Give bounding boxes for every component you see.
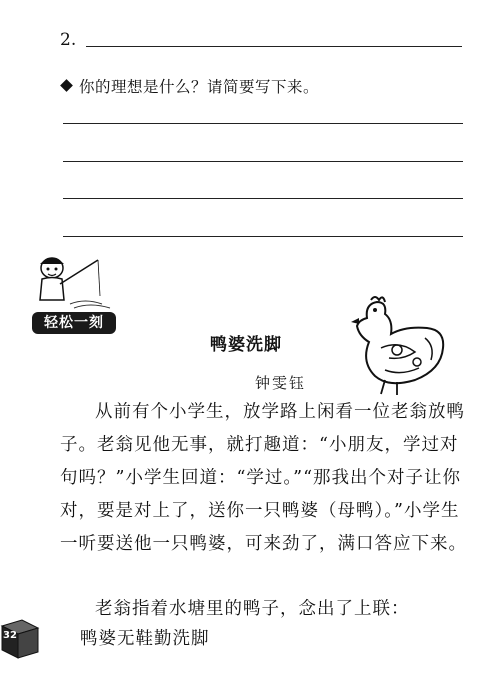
question-prompt bbox=[62, 75, 319, 97]
answer-line bbox=[63, 161, 463, 162]
fisherman-icon bbox=[30, 252, 120, 314]
diamond-bullet-icon bbox=[60, 79, 73, 92]
answer-line bbox=[86, 46, 462, 47]
story-author: 钟雯钰 bbox=[255, 374, 307, 392]
page-number: 32 bbox=[3, 630, 17, 641]
answer-line bbox=[63, 236, 463, 237]
question-prompt-text: 你的理想是什么？请简要写下来。 bbox=[79, 78, 320, 96]
question-number: 2. bbox=[60, 30, 77, 50]
answer-line bbox=[63, 123, 463, 124]
answer-line bbox=[63, 198, 463, 199]
section-badge: 轻松一刻 bbox=[32, 312, 116, 334]
hen-illustration-icon bbox=[345, 296, 455, 396]
couplet-line: 鸭婆无鞋勤洗脚 bbox=[80, 629, 210, 649]
story-paragraph-2: 老翁指着水塘里的鸭子，念出了上联： bbox=[95, 599, 410, 619]
story-paragraph-1: 从前有个小学生，放学路上闲看一位老翁放鸭子。老翁见他无事，就打趣道：“小朋友，学过对句吗？”小学生回道：“学过。”“那我出个对子让你对，要是对上了，送你一只鸭婆（母鸭）。”小学生一听要送他一只鸭婆，可来劲了，满口答应下来。 bbox=[60, 402, 467, 554]
story-title: 鸭婆洗脚 bbox=[210, 335, 282, 355]
